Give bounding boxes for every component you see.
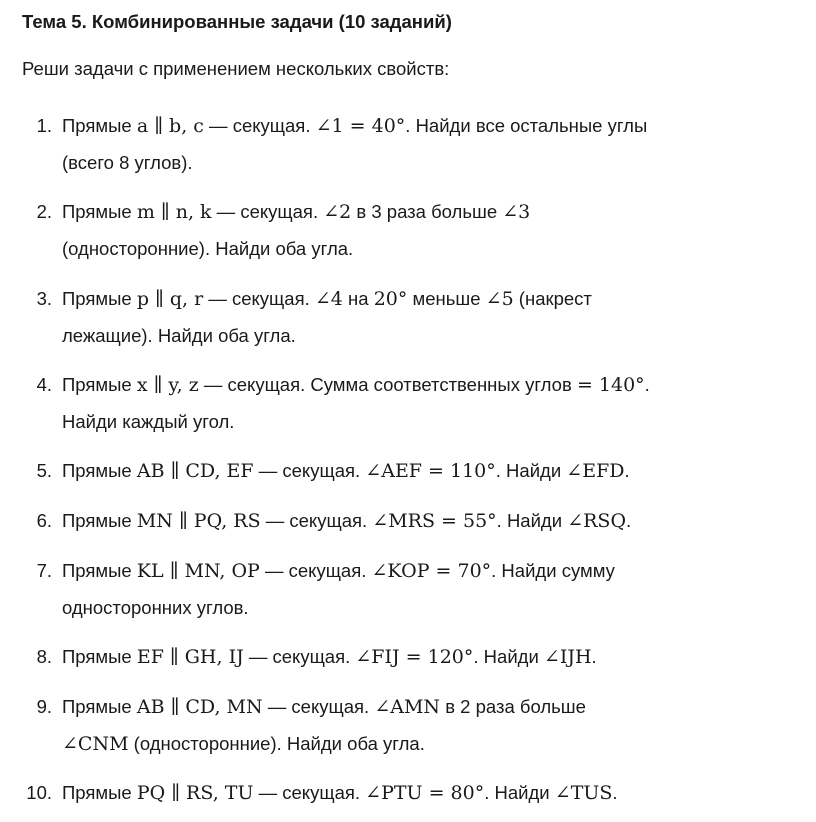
task-number: 5. <box>36 460 52 481</box>
task-text: Прямые <box>62 460 137 481</box>
task-text: . Найди все остальные углы <box>405 115 648 136</box>
task-text: — секущая. <box>259 560 372 581</box>
math-expression: KL ∥ MN, OP <box>136 560 260 582</box>
task-text: — секущая. <box>253 460 366 481</box>
task-text: в 3 раза больше <box>351 201 503 222</box>
task-line <box>62 646 597 668</box>
task-line <box>62 460 630 482</box>
math-expression: = 140° <box>576 374 645 396</box>
task-text: Прямые <box>62 201 137 222</box>
task-line <box>62 696 586 718</box>
task-text: Прямые <box>62 782 137 803</box>
task-line <box>62 325 296 347</box>
task-number: 8. <box>36 646 52 667</box>
task-text: — секущая. <box>211 201 324 222</box>
task-text: Прямые <box>62 374 137 395</box>
task-text: (всего 8 углов). <box>62 152 193 173</box>
task-number: 3. <box>36 288 52 309</box>
math-expression: ∠4 <box>314 288 343 310</box>
math-expression: 20° <box>373 288 408 310</box>
task-text: — секущая. <box>203 115 316 136</box>
task-line <box>62 288 592 310</box>
task-text: лежащие). Найди оба угла. <box>62 325 296 346</box>
task-text: Прямые <box>62 646 137 667</box>
math-expression: ∠RSQ <box>567 510 627 532</box>
task-text: — секущая. <box>260 510 373 531</box>
task-line <box>62 374 650 396</box>
math-expression: EF ∥ GH, IJ <box>136 646 244 668</box>
math-expression: a ∥ b, c <box>136 115 204 137</box>
task-number: 10. <box>26 782 52 803</box>
task-text: . <box>624 460 630 481</box>
task-text: меньше <box>407 288 486 309</box>
math-expression: ∠KOP = 70° <box>371 560 492 582</box>
task-number: 1. <box>36 115 52 136</box>
task-line <box>62 782 618 804</box>
task-text: . <box>644 374 650 395</box>
task-text: — секущая. <box>262 696 375 717</box>
math-expression: x ∥ y, z <box>136 374 199 396</box>
math-expression: PQ ∥ RS, TU <box>136 782 254 804</box>
math-expression: ∠FIJ = 120° <box>355 646 474 668</box>
math-expression: ∠3 <box>502 201 531 223</box>
task-text: на <box>342 288 374 309</box>
task-text: . <box>612 782 618 803</box>
task-number: 9. <box>36 696 52 717</box>
task-text: Прямые <box>62 288 137 309</box>
task-text: (односторонние). Найди оба угла. <box>128 733 425 754</box>
math-expression: AB ∥ CD, MN <box>136 696 263 718</box>
intro-text: Реши задачи с применением нескольких свойств: <box>22 58 450 79</box>
task-line <box>62 115 647 137</box>
task-text: в 2 раза больше <box>440 696 586 717</box>
math-expression: ∠1 = 40° <box>315 115 406 137</box>
task-number: 4. <box>36 374 52 395</box>
task-text: — секущая. <box>203 288 315 309</box>
task-text: — секущая. Сумма соответственных углов <box>198 374 577 395</box>
task-text: . <box>591 646 597 667</box>
task-text: . Найди <box>473 646 544 667</box>
task-text: . Найди сумму <box>491 560 615 581</box>
math-expression: ∠EFD <box>566 460 625 482</box>
task-line <box>62 152 193 174</box>
task-line <box>62 201 530 223</box>
task-text: . Найди <box>496 510 568 531</box>
math-expression: ∠TUS <box>554 782 613 804</box>
math-expression: ∠AMN <box>374 696 441 718</box>
math-expression: MN ∥ PQ, RS <box>136 510 261 532</box>
task-text: Прямые <box>62 115 137 136</box>
math-expression: AB ∥ CD, EF <box>136 460 254 482</box>
math-expression: ∠IJH <box>543 646 592 668</box>
math-expression: ∠MRS = 55° <box>372 510 497 532</box>
task-line <box>62 411 234 433</box>
task-line <box>62 510 631 532</box>
task-text: Прямые <box>62 560 137 581</box>
math-expression: ∠5 <box>485 288 514 310</box>
math-expression: ∠2 <box>323 201 352 223</box>
task-number: 7. <box>36 560 52 581</box>
math-expression: p ∥ q, r <box>136 288 204 310</box>
math-expression: ∠PTU = 80° <box>365 782 485 804</box>
task-number: 2. <box>36 201 52 222</box>
math-expression: ∠CNM <box>62 733 129 755</box>
task-text: . Найди <box>484 782 555 803</box>
task-text: — секущая. <box>243 646 356 667</box>
task-text: односторонних углов. <box>62 597 249 618</box>
task-text: — секущая. <box>253 782 366 803</box>
task-text: Найди каждый угол. <box>62 411 235 432</box>
page-title: Тема 5. Комбинированные задачи (10 заданий) <box>22 11 452 32</box>
task-line <box>62 560 615 582</box>
task-line <box>62 238 353 260</box>
task-text: (накрест <box>513 288 592 309</box>
task-line <box>62 597 249 619</box>
task-text: Прямые <box>62 510 137 531</box>
task-line <box>62 733 425 755</box>
task-number: 6. <box>36 510 52 531</box>
math-expression: m ∥ n, k <box>136 201 212 223</box>
task-text: Прямые <box>62 696 137 717</box>
task-text: . Найди <box>495 460 567 481</box>
task-text: (односторонние). Найди оба угла. <box>62 238 354 259</box>
task-text: . <box>626 510 632 531</box>
math-expression: ∠AEF = 110° <box>365 460 496 482</box>
